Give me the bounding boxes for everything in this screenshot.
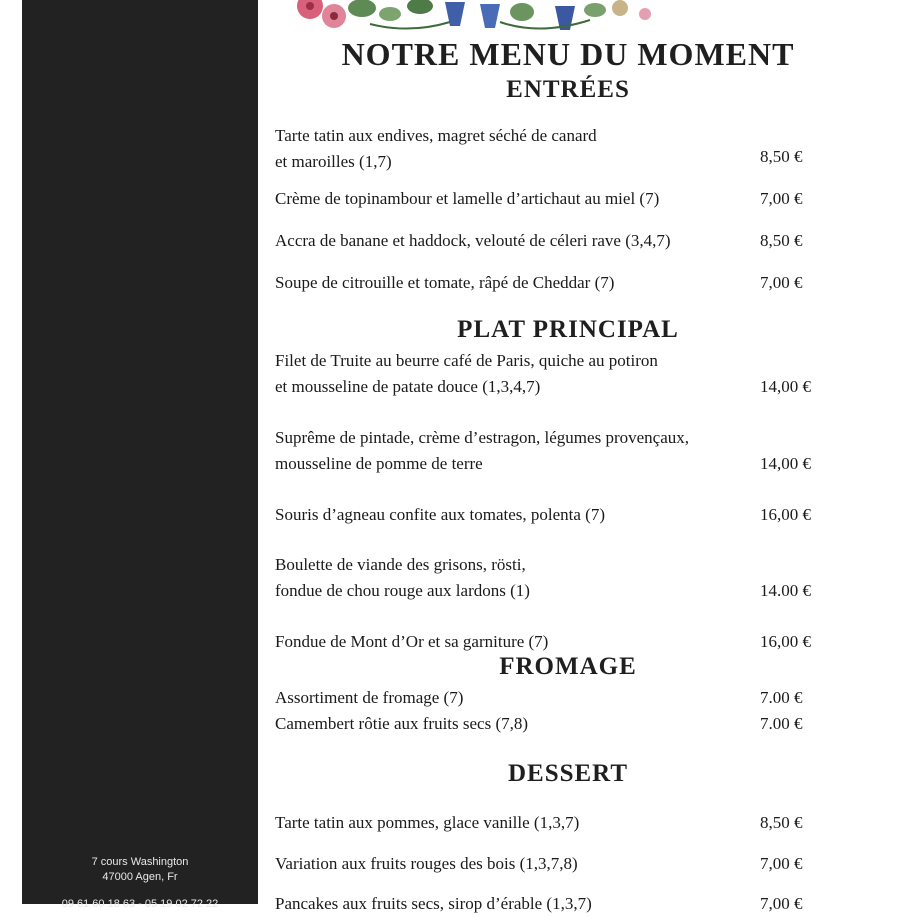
item-price: 16,00 €: [760, 505, 811, 524]
address-city: 47000 Agen, Fr: [102, 871, 178, 883]
menu-item: Tarte tatin aux pommes, glace vanille (1,3,7): [275, 813, 580, 832]
item-price: 7,00 €: [760, 273, 803, 292]
phone-numbers: 09 61 60 18 63 - 05 19 02 72 22: [61, 898, 219, 910]
item-name: Tarte tatin aux endives, magret séché de canard: [275, 126, 597, 145]
menu-item: Variation aux fruits rouges des bois (1,3,7,8): [275, 854, 578, 873]
section-heading-entrees: ENTRÉES: [506, 76, 630, 103]
menu-item: [275, 348, 658, 400]
item-name: Suprême de pintade, crème d’estragon, légumes provençaux,: [275, 428, 689, 447]
item-price: 7.00 €: [760, 688, 803, 707]
item-price: 8,50 €: [760, 147, 803, 166]
menu-item: [275, 425, 689, 477]
menu-item: Pancakes aux fruits secs, sirop d’érable (1,3,7): [275, 894, 592, 913]
item-price: 7,00 €: [760, 189, 803, 208]
menu-item: Assortiment de fromage (7): [275, 688, 464, 707]
item-name: Boulette de viande des grisons, rösti,: [275, 555, 526, 574]
item-name-continued: mousseline de pomme de terre: [275, 454, 483, 473]
item-name-continued: fondue de chou rouge aux lardons (1): [275, 581, 530, 600]
item-price: 16,00 €: [760, 632, 811, 651]
item-price: 7,00 €: [760, 894, 803, 913]
sidebar: [22, 0, 258, 910]
item-price: 8,50 €: [760, 231, 803, 250]
section-heading-dessert: DESSERT: [507, 760, 629, 787]
item-name: Filet de Truite au beurre café de Paris, quiche au potiron: [275, 351, 658, 370]
item-price: 14.00 €: [760, 581, 811, 600]
item-name-continued: et maroilles (1,7): [275, 152, 392, 171]
menu-title: NOTRE MENU DU MOMENT: [341, 36, 795, 72]
item-price: 14,00 €: [760, 377, 811, 396]
menu-item: Soupe de citrouille et tomate, râpé de Cheddar (7): [275, 273, 615, 292]
menu-item: Crème de topinambour et lamelle d’artichaut au miel (7): [275, 189, 660, 208]
item-price: 7.00 €: [760, 714, 803, 733]
item-price: 8,50 €: [760, 813, 803, 832]
floral-decoration: [290, 0, 670, 40]
menu-item: Souris d’agneau confite aux tomates, polenta (7): [275, 505, 605, 524]
item-name-continued: et mousseline de patate douce (1,3,4,7): [275, 377, 541, 396]
menu-item: Fondue de Mont d’Or et sa garniture (7): [275, 632, 549, 651]
section-heading-plat-principal: PLAT PRINCIPAL: [457, 316, 679, 343]
menu-item: [275, 123, 597, 175]
item-price: 14,00 €: [760, 454, 811, 473]
menu-item: Accra de banane et haddock, velouté de céleri rave (3,4,7): [275, 231, 671, 250]
menu-item: [275, 552, 530, 604]
section-heading-fromage: FROMAGE: [499, 653, 637, 680]
menu-item: Camembert rôtie aux fruits secs (7,8): [275, 714, 529, 733]
item-price: 7,00 €: [760, 854, 803, 873]
address-street: 7 cours Washington: [91, 856, 189, 868]
